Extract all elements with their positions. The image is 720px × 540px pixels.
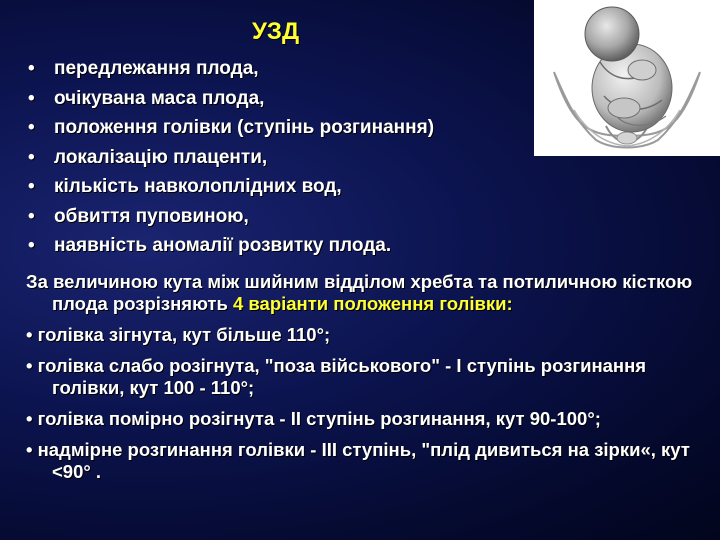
head-position-section [26, 271, 706, 483]
list-item: • положення голівки (ступінь розгинання) [28, 117, 435, 138]
list-item: • передлежання плода, [28, 58, 259, 79]
list-item: • наявність аномалії розвитку плода. [28, 235, 392, 256]
fetus-illustration [534, 0, 720, 156]
slide-title: УЗД [252, 18, 300, 45]
intro-paragraph: За величиною кута між шийним відділом хребта та потиличною кісткою плода розрізняють 4 варіанти положення голівки: [26, 271, 693, 314]
variant-item: • надмірне розгинання голівки - ІІІ ступінь, "плід дивиться на зірки«, кут <90° . [26, 439, 690, 482]
ultrasound-bullet-list [28, 54, 434, 261]
variant-item: • голівка зігнута, кут більше 110°; [26, 324, 331, 345]
variant-item: • голівка слабо розігнута, "поза військового" - І ступінь розгинання голівки, кут 100 - 110°; [26, 355, 647, 398]
variant-item: • голівка помірно розігнута - ІІ ступінь розгинання, кут 90-100°; [26, 408, 601, 429]
list-item: • локалізацію плаценти, [28, 146, 268, 168]
list-item: • обвиття пуповиною, [28, 205, 249, 227]
list-item: • кількість навколоплідних вод, [28, 176, 342, 197]
fetus-pelvis-drawing [534, 0, 720, 156]
list-item: • очікувана маса плода, [28, 87, 265, 109]
highlight-text: 4 варіанти положення голівки: [232, 293, 513, 314]
